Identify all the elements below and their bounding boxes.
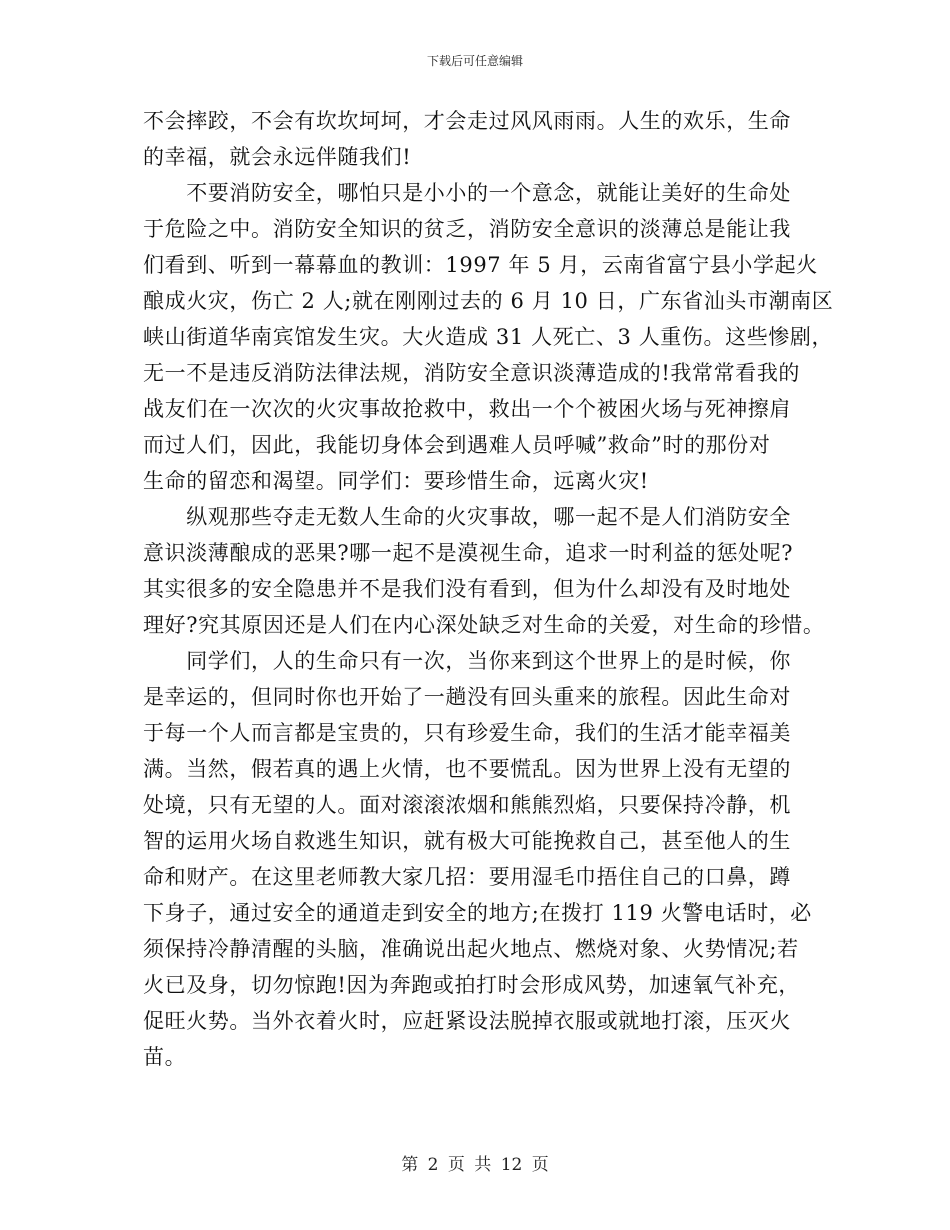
- text-line: 命和财产。在这里老师教大家几招：要用湿毛巾捂住自己的口鼻，蹲: [143, 865, 791, 889]
- text-line: 无一不是违反消防法律法规，消防安全意识淡薄造成的!我常常看我的: [143, 361, 801, 385]
- document-body: [143, 103, 833, 1075]
- text-line: 于每一个人而言都是宝贵的，只有珍爱生命，我们的生活才能幸福美: [143, 721, 791, 745]
- text-line: 火已及身，切勿惊跑!因为奔跑或拍打时会形成风势，加速氧气补充，: [143, 973, 801, 997]
- text-line: 于危险之中。消防安全知识的贫乏，消防安全意识的淡薄总是能让我: [143, 217, 791, 241]
- text-line: 苗。: [143, 1045, 187, 1069]
- text-line: 满。当然，假若真的遇上火情，也不要慌乱。因为世界上没有无望的: [143, 757, 791, 781]
- text-line: 理好?究其原因还是人们在内心深处缺乏对生命的关爱，对生命的珍惜。: [143, 613, 825, 637]
- text-line: 峡山街道华南宾馆发生灾。大火造成 31 人死亡、3 人重伤。这些惨剧，: [143, 325, 834, 349]
- text-line: 不要消防安全，哪怕只是小小的一个意念，就能让美好的生命处: [143, 181, 791, 205]
- text-line: 战友们在一次次的火灾事故抢救中，救出一个个被困火场与死神擦肩: [143, 397, 791, 421]
- text-line: 生命的留恋和渴望。同学们：要珍惜生命，远离火灾!: [143, 469, 649, 493]
- text-line: 不会摔跤，不会有坎坎坷坷，才会走过风风雨雨。人生的欢乐，生命: [143, 109, 791, 133]
- text-line: 酿成火灾，伤亡 2 人;就在刚刚过去的 6 月 10 日，广东省汕头市潮南区: [143, 289, 834, 313]
- text-line: 同学们，人的生命只有一次，当你来到这个世界上的是时候，你: [143, 649, 791, 673]
- text-line: 而过人们，因此，我能切身体会到遇难人员呼喊”救命”时的那份对: [143, 433, 771, 457]
- text-line: 是幸运的，但同时你也开始了一趟没有回头重来的旅程。因此生命对: [143, 685, 791, 709]
- text-line: 其实很多的安全隐患并不是我们没有看到，但为什么却没有及时地处: [143, 577, 791, 601]
- text-line: 智的运用火场自救逃生知识，就有极大可能挽救自己，甚至他人的生: [143, 829, 791, 853]
- text-line: 下身子，通过安全的通道走到安全的地方;在拨打 119 火警电话时，必: [143, 901, 812, 925]
- text-line: 促旺火势。当外衣着火时，应赶紧设法脱掉衣服或就地打滚，压灭火: [143, 1009, 791, 1033]
- page-number-footer: 第 2 页 共 12 页: [401, 1155, 549, 1175]
- text-line: 的幸福，就会永远伴随我们!: [143, 145, 412, 169]
- text-line: 须保持冷静清醒的头脑，准确说出起火地点、燃烧对象、火势情况;若: [143, 937, 799, 961]
- text-line: 意识淡薄酿成的恶果?哪一起不是漠视生命，追求一时利益的惩处呢?: [143, 541, 794, 565]
- page-header: 下载后可任意编辑: [426, 54, 523, 68]
- text-line: 们看到、听到一幕幕血的教训：1997 年 5 月，云南省富宁县小学起火: [143, 253, 818, 277]
- text-line: 处境，只有无望的人。面对滚滚浓烟和熊熊烈焰，只要保持冷静，机: [143, 793, 791, 817]
- text-line: 纵观那些夺走无数人生命的火灾事故，哪一起不是人们消防安全: [143, 505, 791, 529]
